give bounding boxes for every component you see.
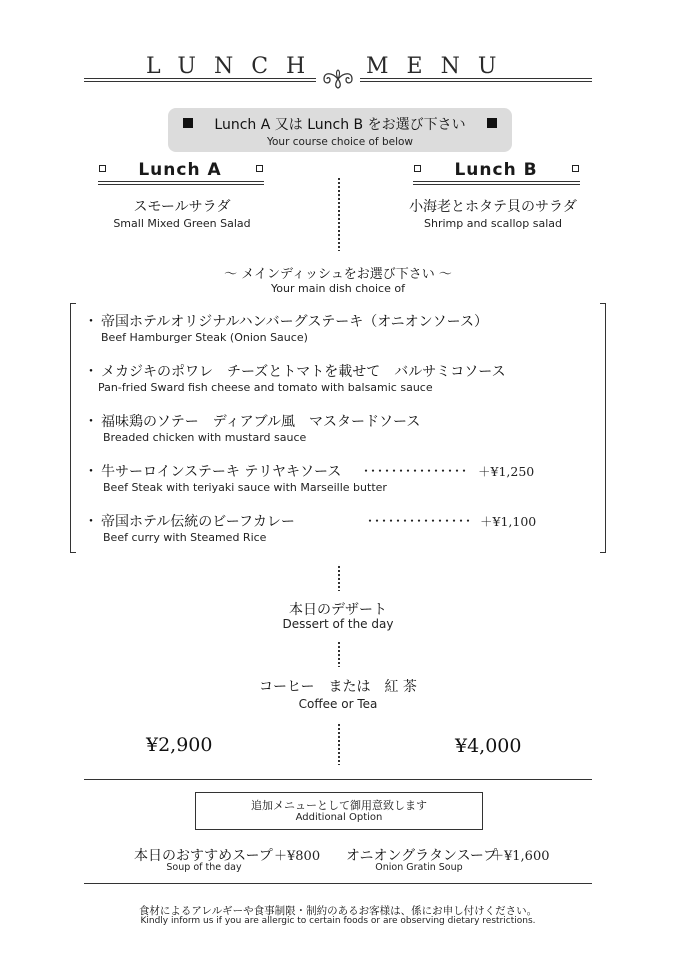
dish-bullet: ・ — [84, 514, 98, 530]
soup-of-day-jp: 本日のおすすめスープ — [134, 848, 273, 864]
onion-soup-en: Onion Gratin Soup — [375, 862, 463, 873]
allergy-notice-jp: 食材によるアレルギーや食事制限・制約のあるお客様は、係にお申し付けください。 — [138, 905, 538, 917]
dish-4-dots: ･･･････････････ — [363, 464, 469, 478]
soup-of-day-price: ＋¥800 — [274, 849, 321, 864]
lunch-b-salad-en: Shrimp and scallop salad — [423, 217, 562, 230]
lunch-a-rule — [98, 181, 264, 185]
small-box-icon — [572, 165, 579, 172]
lunch-a-salad-jp: スモールサラダ — [133, 199, 231, 215]
dish-5-extra-price: ＋¥1,100 — [480, 514, 537, 529]
onion-soup-jp: オニオングラタンスープ — [346, 848, 498, 864]
soup-of-day-en: Soup of the day — [166, 862, 242, 873]
title-lunch: LUNCH — [146, 54, 324, 79]
header-rule-left — [84, 78, 316, 82]
dessert-en: Dessert of the day — [282, 617, 394, 631]
dish-bullet: ・ — [84, 364, 98, 380]
instruction-main: Lunch A 又は Lunch B をお選び下さい — [214, 117, 466, 133]
dish-4-jp: 牛サーロインステーキ テリヤキソース — [101, 464, 342, 480]
lunch-a-title: Lunch A — [138, 160, 222, 180]
dish-3-jp: 福味鶏のソテー ディアブル風 マスタードソース — [101, 414, 421, 430]
ornament-icon — [318, 68, 358, 90]
lunch-b-rule — [413, 181, 580, 185]
dish-3-en: Breaded chicken with mustard sauce — [103, 431, 307, 444]
title-menu: MENU — [366, 54, 515, 79]
small-box-icon — [256, 165, 263, 172]
lunch-a-price: ¥2,900 — [146, 734, 213, 756]
instruction-sub: Your course choice of below — [266, 136, 414, 148]
dish-4-en: Beef Steak with teriyaki sauce with Marseille butter — [103, 481, 387, 494]
vertical-dots — [338, 565, 340, 591]
small-box-icon — [99, 165, 106, 172]
dish-bullet: ・ — [84, 314, 98, 330]
lunch-b-title: Lunch B — [454, 160, 538, 180]
dish-2-en: Pan-fried Sward fish cheese and tomato with balsamic sauce — [98, 381, 433, 394]
vertical-dots — [338, 641, 340, 667]
additional-en: Additional Option — [295, 812, 383, 823]
drink-en: Coffee or Tea — [298, 697, 378, 711]
bracket-left — [70, 303, 76, 553]
main-dish-heading-en: Your main dish choice of — [271, 282, 405, 295]
additional-jp: 追加メニューとして御用意致します — [251, 799, 427, 812]
divider-top — [84, 779, 592, 780]
drink-jp: コーヒー または 紅 茶 — [259, 679, 417, 695]
lunch-b-salad-jp: 小海老とホタテ貝のサラダ — [409, 199, 577, 215]
dessert-jp: 本日のデザート — [289, 602, 387, 618]
bracket-right — [600, 303, 606, 553]
lunch-a-salad-en: Small Mixed Green Salad — [113, 217, 251, 230]
dish-bullet: ・ — [84, 414, 98, 430]
dish-bullet: ・ — [84, 464, 98, 480]
lunch-b-price: ¥4,000 — [455, 735, 522, 757]
onion-soup-price: ＋¥1,600 — [491, 849, 550, 864]
allergy-notice-en: Kindly inform us if you are allergic to certain foods or are observing dietary restrictions. — [140, 916, 536, 926]
dish-5-dots: ･･･････････････ — [367, 514, 473, 528]
divider-bottom — [84, 883, 592, 884]
dish-5-jp: 帝国ホテル伝統のビーフカレー — [101, 514, 295, 530]
main-dish-heading-jp: ～ メインディッシュをお選び下さい ～ — [224, 267, 452, 282]
header-rule-right — [360, 78, 592, 82]
dish-5-en: Beef curry with Steamed Rice — [103, 531, 267, 544]
vertical-dots — [338, 723, 340, 765]
dish-1-jp: 帝国ホテルオリジナルハンバーグステーキ（オニオンソース） — [101, 314, 488, 330]
dish-2-jp: メカジキのポワレ チーズとトマトを載せて バルサミコソース — [101, 364, 506, 380]
vertical-dots — [338, 177, 340, 251]
dish-1-en: Beef Hamburger Steak (Onion Sauce) — [101, 331, 308, 344]
dish-4-extra-price: ＋¥1,250 — [478, 464, 535, 479]
small-box-icon — [414, 165, 421, 172]
